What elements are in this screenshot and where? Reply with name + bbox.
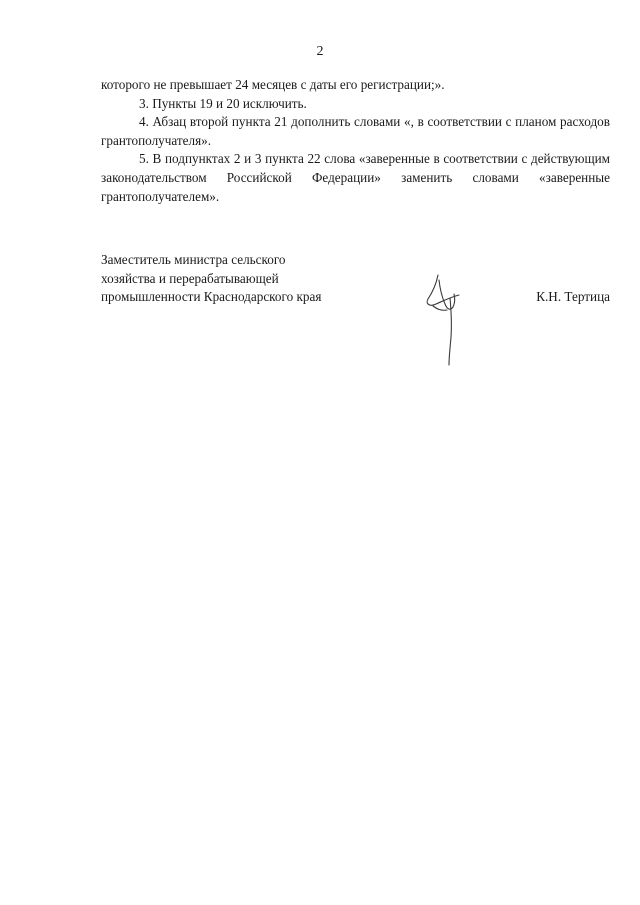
paragraph-item-3: 3. Пункты 19 и 20 исключить. xyxy=(139,95,307,111)
signer-position xyxy=(101,251,381,307)
handwritten-signature-icon xyxy=(421,271,471,367)
signer-name: К.Н. Тертица xyxy=(536,289,610,304)
paragraph-continuation: которого не превышает 24 месяцев с даты его регистрации;». xyxy=(101,77,445,92)
signer-position-line: Заместитель министра сельского xyxy=(101,252,286,267)
signer-position-line: промышленности Краснодарского края xyxy=(101,289,322,305)
paragraph-item-4: 4. Абзац второй пункта 21 дополнить словами «, в соответствии с планом расходов грантополучателя». xyxy=(101,114,610,148)
document-body xyxy=(101,76,610,206)
page-number: 2 xyxy=(316,44,324,59)
signer-position-line: хозяйства и перерабатывающей xyxy=(101,270,279,286)
paragraph-item-5: 5. В подпунктах 2 и 3 пункта 22 слова «заверенные в соответствии с действующим законодательством Российской Федерации» заменить словами «заверенные грантополучателем». xyxy=(101,151,610,204)
signature-block xyxy=(101,251,610,361)
